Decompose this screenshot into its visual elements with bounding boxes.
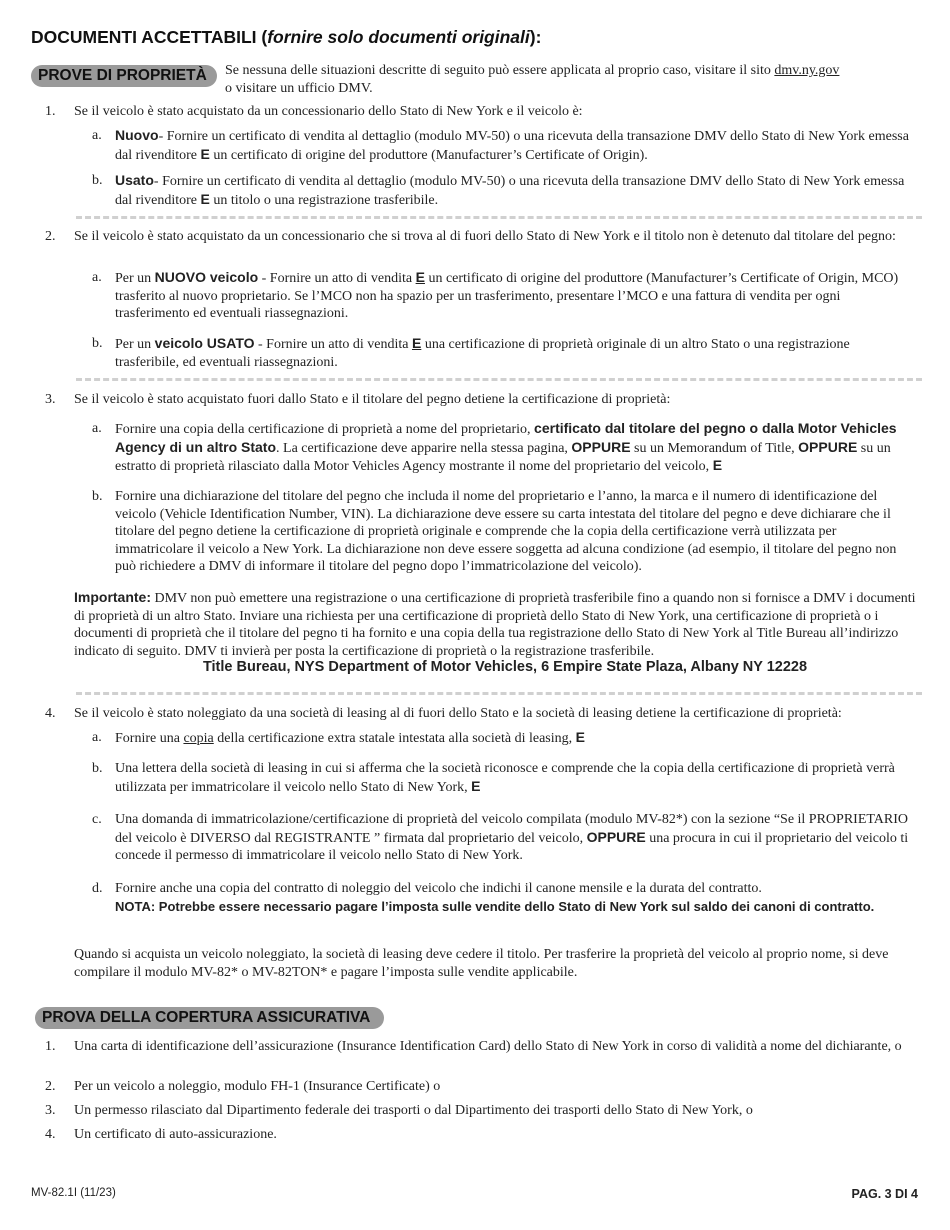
- title-bureau-address: Title Bureau, NYS Department of Motor Vehicles, 6 Empire State Plaza, Albany NY 12228: [202, 659, 808, 675]
- sales-tax-note: NOTA: Potrebbe essere necessario pagare l’imposta sulle vendite dello Stato di New York sul saldo dei canoni di contratto.: [115, 898, 875, 914]
- proof-of-insurance-badge: PROVA DELLA COPERTURA ASSICURATIVA: [35, 1007, 384, 1029]
- intro-text: Se nessuna delle situazioni descritte di seguito può essere applicata al proprio caso, visitare il sito dmv.ny.gov o visitare un ufficio DMV.: [225, 63, 840, 96]
- form-number: MV-82.1I (11/23): [31, 1187, 116, 1199]
- section-divider: [76, 692, 922, 695]
- section-divider: [76, 216, 922, 219]
- page-number: PAG. 3 DI 4: [851, 1187, 918, 1201]
- page-title: DOCUMENTI ACCETTABILI (fornire solo documenti originali):: [31, 27, 542, 47]
- proof-of-ownership-badge: PROVE DI PROPRIETÀ: [31, 65, 217, 87]
- dmv-website-link[interactable]: dmv.ny.gov: [774, 63, 840, 78]
- section-divider: [76, 378, 922, 381]
